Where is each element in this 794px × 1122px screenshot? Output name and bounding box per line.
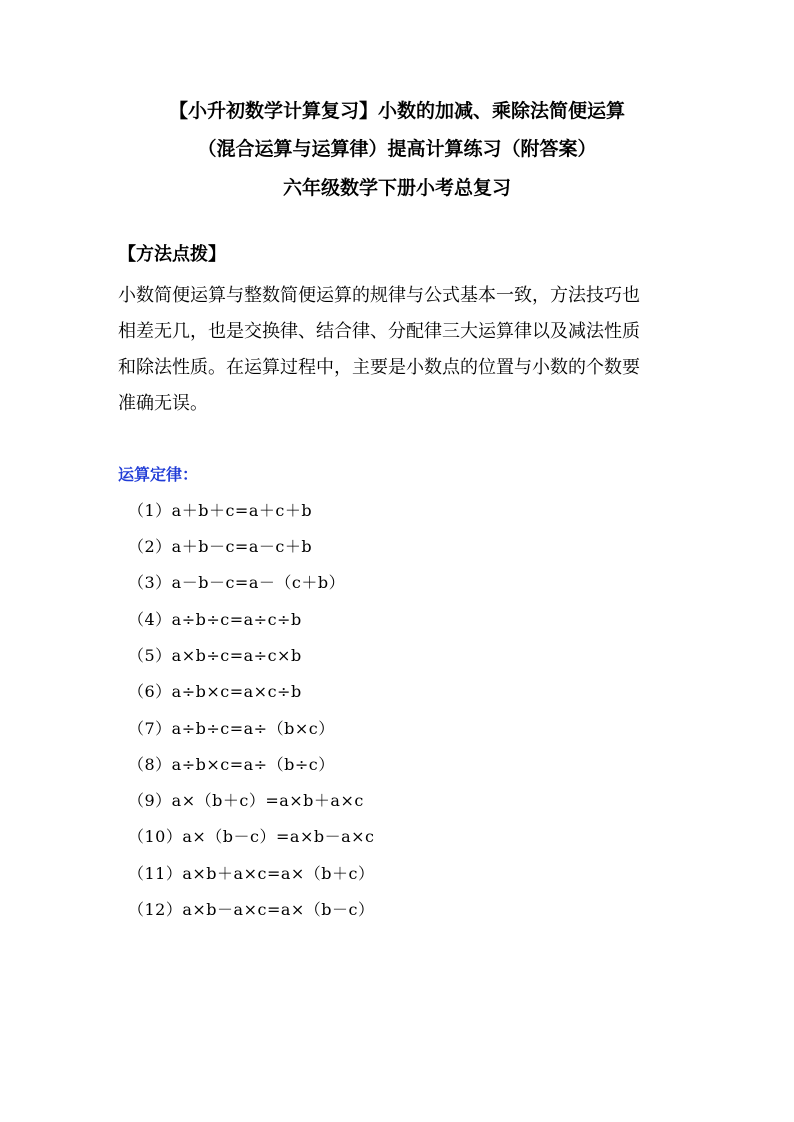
method-paragraph-line: 相差无几，也是交换律、结合律、分配律三大运算律以及减法性质 (118, 321, 640, 342)
method-paragraph-line: 小数简便运算与整数简便运算的规律与公式基本一致，方法技巧也 (118, 285, 640, 306)
method-paragraph-line: 准确无误。 (118, 393, 208, 414)
rule-item: （3）a－b－c=a－（c＋b） (128, 573, 346, 592)
document-title-line-2: （混合运算与运算律）提高计算练习（附答案） (197, 138, 597, 160)
rule-item: （9）a×（b＋c）=a×b＋a×c (128, 791, 364, 810)
rules-heading: 运算定律： (118, 465, 199, 484)
method-heading: 【方法点拨】 (118, 244, 226, 265)
rule-item: （5）a×b÷c=a÷c×b (128, 646, 302, 665)
rule-item: （2）a＋b－c=a－c＋b (128, 537, 313, 556)
rule-item: （11）a×b＋a×c=a×（b＋c） (128, 864, 375, 883)
rule-item: （4）a÷b÷c=a÷c÷b (128, 610, 302, 629)
rule-item: （12）a×b－a×c=a×（b－c） (128, 900, 375, 919)
rule-item: （6）a÷b×c=a×c÷b (128, 682, 302, 701)
rule-item: （10）a×（b－c）=a×b－a×c (128, 827, 375, 846)
rule-item: （8）a÷b×c=a÷（b÷c） (128, 755, 335, 774)
rule-item: （1）a＋b＋c=a＋c＋b (128, 501, 313, 520)
rule-item: （7）a÷b÷c=a÷（b×c） (128, 719, 335, 738)
document-title-line-3: 六年级数学下册小考总复习 (282, 177, 511, 199)
method-paragraph-line: 和除法性质。在运算过程中，主要是小数点的位置与小数的个数要 (118, 357, 640, 378)
document-title-line-1: 【小升初数学计算复习】小数的加减、乘除法简便运算 (168, 100, 625, 122)
